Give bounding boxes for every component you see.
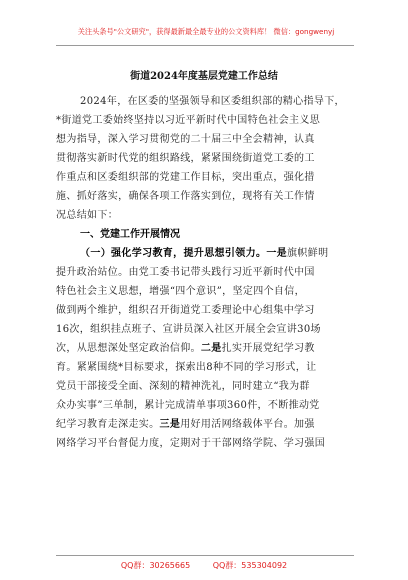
paragraph-line: 2024年，在区委的坚强领导和区委组织部的精心指导下， [80, 96, 345, 107]
point-text: 纪学习教育走深走实。 [56, 419, 160, 430]
paragraph-line: 做到两个维护，组织召开街道党工委理论中心组集中学习 [56, 305, 315, 316]
point-text: 旗帜鲜明 [287, 248, 329, 259]
point-text: 用好用活网络载体平台。加强 [180, 419, 315, 430]
subsection-first-line [80, 245, 354, 263]
paragraph-line: 想为指导，深入学习贯彻党的二十届三中全会精神，认真 [56, 134, 315, 145]
paragraph-line: 16次，组织挂点班子、宣讲员深入社区开展全会宣讲30场 [56, 324, 321, 335]
subsection-heading: （一）强化学习教育，提升思想引领力。 [80, 248, 267, 259]
header-divider [56, 45, 354, 46]
paragraph-line: 网络学习平台督促力度，定期对于干部网络学院、学习强国 [56, 438, 326, 449]
point-text: 次，从思想深处坚定政治信仰。 [56, 343, 201, 354]
footer-qq-group-1: QQ群：30265665 [120, 561, 191, 570]
point-text: 扎实开展党纪学习教 [221, 343, 315, 354]
paragraph-line [56, 416, 354, 434]
footer-divider [56, 555, 354, 556]
paragraph-line: 贯彻落实新时代党的组织路线，紧紧围绕街道党工委的工 [56, 153, 315, 164]
paragraph-line: 党员干部接受全面、深刻的精神洗礼，同时建立“我为群 [56, 381, 310, 392]
header-banner: 关注头条号"公文研究"，获得最新最全最专业的公文资料库！ 微信：gongwenyj [77, 27, 335, 36]
document-title: 街道2024年度基层党建工作总结 [130, 71, 278, 82]
paragraph-line: 况总结如下： [56, 210, 119, 221]
paragraph-line: *街道党工委始终坚持以习近平新时代中国特色社会主义思 [56, 115, 321, 126]
paragraph-line: 众办实事”三单制，累计完成清单事项360件，不断推动党 [56, 400, 320, 411]
section-heading: 一、党建工作开展情况 [80, 229, 180, 240]
footer [0, 560, 408, 571]
point-marker: 一是 [266, 248, 288, 259]
paragraph-line: 育。紧紧围绕*目标要求，探索出8种不同的学习形式，让 [56, 362, 317, 373]
point-marker: 二是 [200, 343, 222, 354]
paragraph-line: 作重点和区委组织部的党建工作目标，突出重点，强化措 [56, 172, 315, 183]
footer-qq-group-2: QQ群：535304092 [212, 561, 288, 570]
paragraph-line: 特色社会主义思想，增强“四个意识”，坚定四个自信， [56, 286, 305, 297]
paragraph-line: 提升政治站位。由党工委书记带头践行习近平新时代中国 [56, 267, 315, 278]
paragraph-line [56, 340, 354, 358]
paragraph-line: 施、抓好落实，确保各项工作落实到位，现将有关工作情 [56, 191, 315, 202]
point-marker: 三是 [159, 419, 181, 430]
